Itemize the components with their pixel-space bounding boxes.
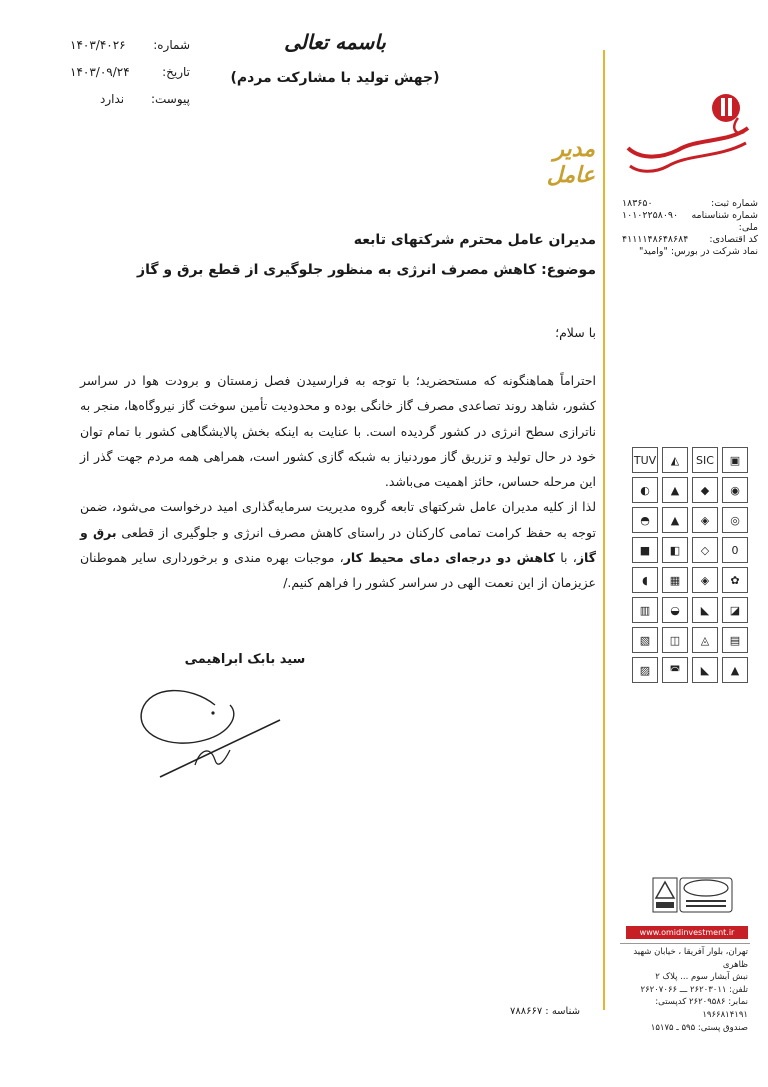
subject-line: موضوع: کاهش مصرف انرژی به منظور جلوگیری از قطع برق و گاز [137,262,596,278]
phone-line: تلفن: ۲۶۲۰۳۰۱۱ ـــ ۲۶۲۰۷۰۶۶ [640,984,748,995]
subsidiary-logo-icon: ◒ [662,597,688,623]
subsidiary-logo-icon: ▥ [632,597,658,623]
registration-value: ۱۸۳۶۵۰ [622,198,653,209]
subsidiary-logo-icon: ◈ [692,507,718,533]
address-line-1: تهران، بلوار آفریقا ، خیابان شهید ظاهری [633,947,748,970]
letter-attachment-value: ندارد [100,92,125,106]
header-slogan: (جهش تولید با مشارکت مردم) [230,70,440,86]
letter-date-value: ۱۴۰۳/۰۹/۲۴ [70,65,130,79]
subsidiary-logo-icon: ◪ [722,597,748,623]
subsidiary-logo-icon: ◈ [692,567,718,593]
subsidiary-logo-icon: ▲ [722,657,748,683]
company-logo-icon [618,88,758,188]
subsidiary-logo-icon: ▣ [722,447,748,473]
subsidiary-logo-icon: ◇ [692,537,718,563]
paragraph-2-part-a: لذا از کلیه مدیران عامل شرکتهای تابعه گروه مدیریت سرمایه‌گذاری امید درخواست می‌شود، ضمن توجه به حفظ کرامت تمامی کارکنان در راستای کاهش مصرف انرژی و جلوگیری از قطعی [80,499,596,540]
subsidiary-logo-icon: ◖ [632,567,658,593]
divider-line [603,50,605,1010]
certification-icon [652,876,734,916]
ceo-title: مدیر عامل [546,136,595,188]
paragraph-2-bold-b: کاهش دو درجه‌ای دمای محیط کار [343,550,555,566]
header-invocation: باسمه تعالی [284,30,386,54]
subsidiary-logo-icon: ▤ [722,627,748,653]
addressee: مدیران عامل محترم شرکتهای تابعه [353,232,596,248]
economic-code-label: کد اقتصادی: [709,234,758,245]
subsidiary-logo-icon: ◐ [632,477,658,503]
company-info [622,198,758,258]
subsidiary-logo-icon: ◉ [722,477,748,503]
tracking-label: شناسه : [545,1006,580,1017]
subsidiary-logo-icon: ◣ [692,597,718,623]
contact-divider [620,943,750,944]
ticker-text: نماد شرکت در بورس: "وامید" [638,246,758,257]
paragraph-2-part-c: ، با [554,550,577,566]
paragraph-1: احتراماً هماهنگونه که مستحضرید؛ با توجه به فرارسیدن فصل زمستان و برودت هوا در سراسر کشور، شاهد روند تصاعدی مصرف گاز خانگی بوده و محدودیت تأمین سوخت گاز نیروگاه‌ها، منجر به ناترازی سطح انرژی در کشور گردیده است. با عنایت به اینکه بخش پالایشگاهی کشور با تمام توان خود در حال تولید و تزریق گاز موردنیاز به شبکه گازی کشور است، همراهی همه مردم جهت گذر از این مرحله حساس، حائز اهمیت می‌باشد. [80,373,596,490]
letter-date-label: تاریخ: [162,65,190,79]
economic-code-row [622,234,758,246]
subsidiary-logo-icon: SIC [692,447,718,473]
paragraph-2-part-e: ، موجبات بهره مندی و برخورداری سایر هموطنان عزیزمان از این نعمت الهی در سراسر کشور را فراهم کنیم./ [80,550,596,591]
greeting: با سلام؛ [555,325,596,340]
letter-body [80,368,596,596]
tracking-value: ۷۸۸۶۶۷ [510,1006,543,1017]
letter-attachment-label: پیوست: [150,92,190,106]
subsidiary-logo-icon: ▲ [662,477,688,503]
letter-date [70,65,190,83]
subsidiary-logo-icon: ◭ [662,447,688,473]
national-id-row [622,210,758,234]
letter-number-value: ۱۴۰۳/۴۰۲۶ [70,38,126,52]
subsidiary-logo-icon: 0 [722,537,748,563]
letter-number-label: شماره: [153,38,190,52]
po-box-line: صندوق پستی: ۵۹۵ ـ ۱۵۱۷۵ [650,1022,748,1033]
subsidiary-logo-icon: TUV [632,447,658,473]
subsidiary-logo-icon: ◓ [632,507,658,533]
subsidiary-logo-icon: ■ [632,537,658,563]
national-id-label: شماره شناسنامه ملی: [691,210,758,233]
subsidiary-logo-icon: ✿ [722,567,748,593]
subsidiary-logo-icon: ◚ [662,657,688,683]
letter-attachment [70,92,190,110]
economic-code-value: ۴۱۱۱۱۴۸۶۴۸۶۸۴ [622,234,689,245]
paragraph-2-bold-a: برق و گاز [80,524,596,566]
letter-number [70,38,190,56]
signatory-name: سید بابک ابراهیمی [184,652,306,667]
website-link[interactable]: www.omidinvestment.ir [626,926,748,939]
ticker-row [622,246,758,258]
contact-info [622,946,748,1034]
subsidiary-logo-icon: ◆ [692,477,718,503]
subsidiary-logo-icon: ▲ [662,507,688,533]
subsidiary-logo-icon: ▨ [632,657,658,683]
subsidiary-logo-icon: ◎ [722,507,748,533]
subsidiary-logo-icon: ▦ [662,567,688,593]
address-line-2: نبش آبشار سوم ... پلاک ۲ [655,972,748,983]
registration-row [622,198,758,210]
subsidiary-logo-icon: ◣ [692,657,718,683]
subsidiary-badges [632,447,748,677]
paragraph-2 [80,494,596,595]
fax-line: نمابر: ۲۶۲۰۹۵۸۶ کدپستی: ۱۹۶۶۸۱۴۱۹۱ [655,997,748,1020]
subsidiary-logo-icon: ◧ [662,537,688,563]
subsidiary-logo-icon: ▧ [632,627,658,653]
national-id-value: ۱۰۱۰۲۲۵۸۰۹۰ [622,210,679,221]
subsidiary-logo-icon: ◫ [662,627,688,653]
registration-label: شماره ثبت: [711,198,758,209]
subsidiary-logo-icon: ◬ [692,627,718,653]
signature [130,665,290,785]
